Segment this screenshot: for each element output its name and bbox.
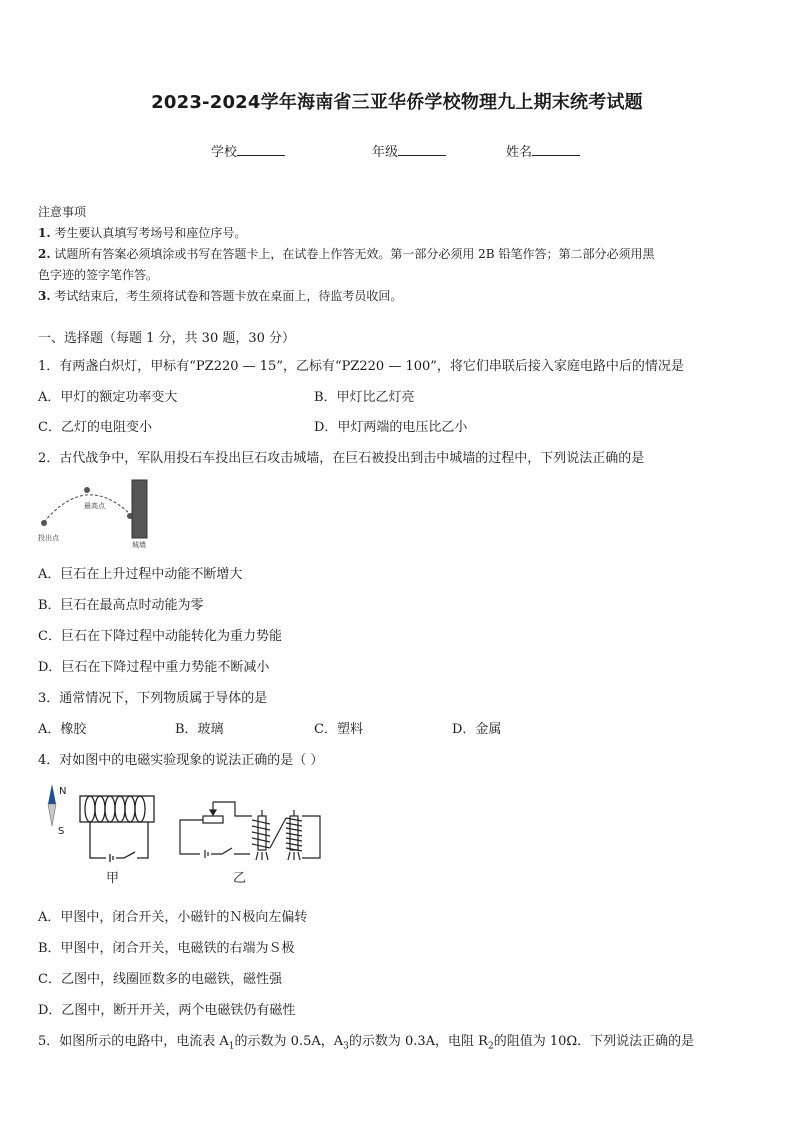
compass-needle-icon bbox=[48, 784, 56, 826]
launch-point-label: 投出点 bbox=[38, 534, 59, 542]
wall-label: 城墙 bbox=[132, 541, 146, 549]
q2-option-d[interactable]: D．巨石在下降过程中重力势能不断减小 bbox=[38, 660, 270, 675]
note-item-3 bbox=[38, 287, 402, 304]
note-item-2-continued: 色字迹的签字笔作答。 bbox=[38, 268, 159, 282]
note-number: 3. bbox=[38, 289, 51, 303]
solenoid-left bbox=[80, 796, 154, 862]
highest-point-label: 最高点 bbox=[84, 502, 105, 510]
q5-stem-part: 5．如图所示的电路中，电流表 A bbox=[38, 1034, 229, 1049]
north-label: N bbox=[59, 786, 67, 797]
q4-option-d[interactable]: D．乙图中，断开开关，两个电磁铁仍有磁性 bbox=[38, 1003, 296, 1018]
name-blank[interactable] bbox=[532, 143, 580, 156]
name-field bbox=[506, 141, 580, 160]
q5-stem-part: 的示数为 0.3A，电阻 R bbox=[348, 1034, 488, 1049]
q3-option-a[interactable]: A．橡胶 bbox=[38, 722, 87, 737]
question-1-stem: 1．有两盏白炽灯，甲标有“PZ220 — 15”，乙标有“PZ220 — 100”，将它们串联后接入家庭电路中后的情况是 bbox=[38, 359, 684, 374]
note-number: 1. bbox=[38, 226, 51, 240]
name-label: 姓名 bbox=[506, 145, 533, 160]
q4-electromagnet-figure bbox=[40, 780, 330, 890]
figure-yi-caption: 乙 bbox=[233, 871, 247, 886]
note-text: 考生要认真填写考场号和座位序号。 bbox=[54, 226, 247, 240]
circuit-right bbox=[180, 802, 320, 860]
q1-option-a[interactable]: A．甲灯的额定功率变大 bbox=[38, 390, 178, 405]
grade-field bbox=[372, 141, 446, 160]
note-item-1 bbox=[38, 224, 246, 241]
note-text: 试题所有答案必须填涂或书写在答题卡上，在试卷上作答无效。第一部分必须用 2B 铅笔作答；第二部分必须用黑 bbox=[54, 247, 655, 261]
q2-option-c[interactable]: C．巨石在下降过程中动能转化为重力势能 bbox=[38, 629, 282, 644]
note-item-2 bbox=[38, 245, 654, 262]
q4-option-a[interactable]: A．甲图中，闭合开关，小磁针的Ｎ极向左偏转 bbox=[38, 910, 308, 925]
school-label: 学校 bbox=[211, 145, 238, 160]
q1-option-d[interactable]: D．甲灯两端的电压比乙小 bbox=[314, 420, 468, 435]
q5-stem-part: 的示数为 0.5A，A bbox=[234, 1034, 344, 1049]
q1-option-c[interactable]: C．乙灯的电阻变小 bbox=[38, 420, 152, 435]
note-text: 考试结束后，考生须将试卷和答题卡放在桌面上，待监考员收回。 bbox=[54, 289, 403, 303]
note-number: 2. bbox=[38, 247, 51, 261]
section-heading: 一、选择题（每题 1 分，共 30 题，30 分） bbox=[38, 331, 296, 346]
q3-option-b[interactable]: B．玻璃 bbox=[175, 722, 224, 737]
q1-option-b[interactable]: B．甲灯比乙灯亮 bbox=[314, 390, 415, 405]
notes-heading: 注意事项 bbox=[38, 205, 87, 219]
q2-option-a[interactable]: A．巨石在上升过程中动能不断增大 bbox=[38, 567, 243, 582]
q4-option-c[interactable]: C．乙图中，线圈匝数多的电磁铁，磁性强 bbox=[38, 972, 282, 987]
figure-jia-caption: 甲 bbox=[106, 871, 120, 886]
q2-catapult-figure bbox=[36, 478, 156, 550]
page-title: 2023-2024学年海南省三亚华侨学校物理九上期末统考试题 bbox=[151, 92, 643, 113]
question-2-stem: 2．古代战争中，军队用投石车投出巨石攻击城墙，在巨石被投出到击中城墙的过程中，下列说法正确的是 bbox=[38, 451, 645, 466]
q2-option-b[interactable]: B．巨石在最高点时动能为零 bbox=[38, 598, 204, 613]
q5-subscript: 3 bbox=[343, 1041, 349, 1052]
question-5-stem bbox=[38, 1030, 694, 1052]
q4-option-b[interactable]: B．甲图中，闭合开关，电磁铁的右端为Ｓ极 bbox=[38, 941, 295, 956]
q3-option-c[interactable]: C．塑料 bbox=[314, 722, 363, 737]
q5-subscript: 1 bbox=[228, 1041, 235, 1052]
question-4-stem: 4．对如图中的电磁实验现象的说法正确的是（ ） bbox=[38, 753, 324, 768]
q5-subscript: 2 bbox=[487, 1041, 494, 1052]
grade-blank[interactable] bbox=[398, 143, 446, 156]
south-label: S bbox=[58, 826, 65, 837]
question-3-stem: 3．通常情况下，下列物质属于导体的是 bbox=[38, 691, 268, 706]
q3-option-d[interactable]: D．金属 bbox=[452, 722, 502, 737]
q5-stem-part: 的阻值为 10Ω．下列说法正确的是 bbox=[493, 1034, 695, 1049]
school-field bbox=[211, 141, 285, 160]
school-blank[interactable] bbox=[237, 143, 285, 156]
grade-label: 年级 bbox=[372, 145, 399, 160]
